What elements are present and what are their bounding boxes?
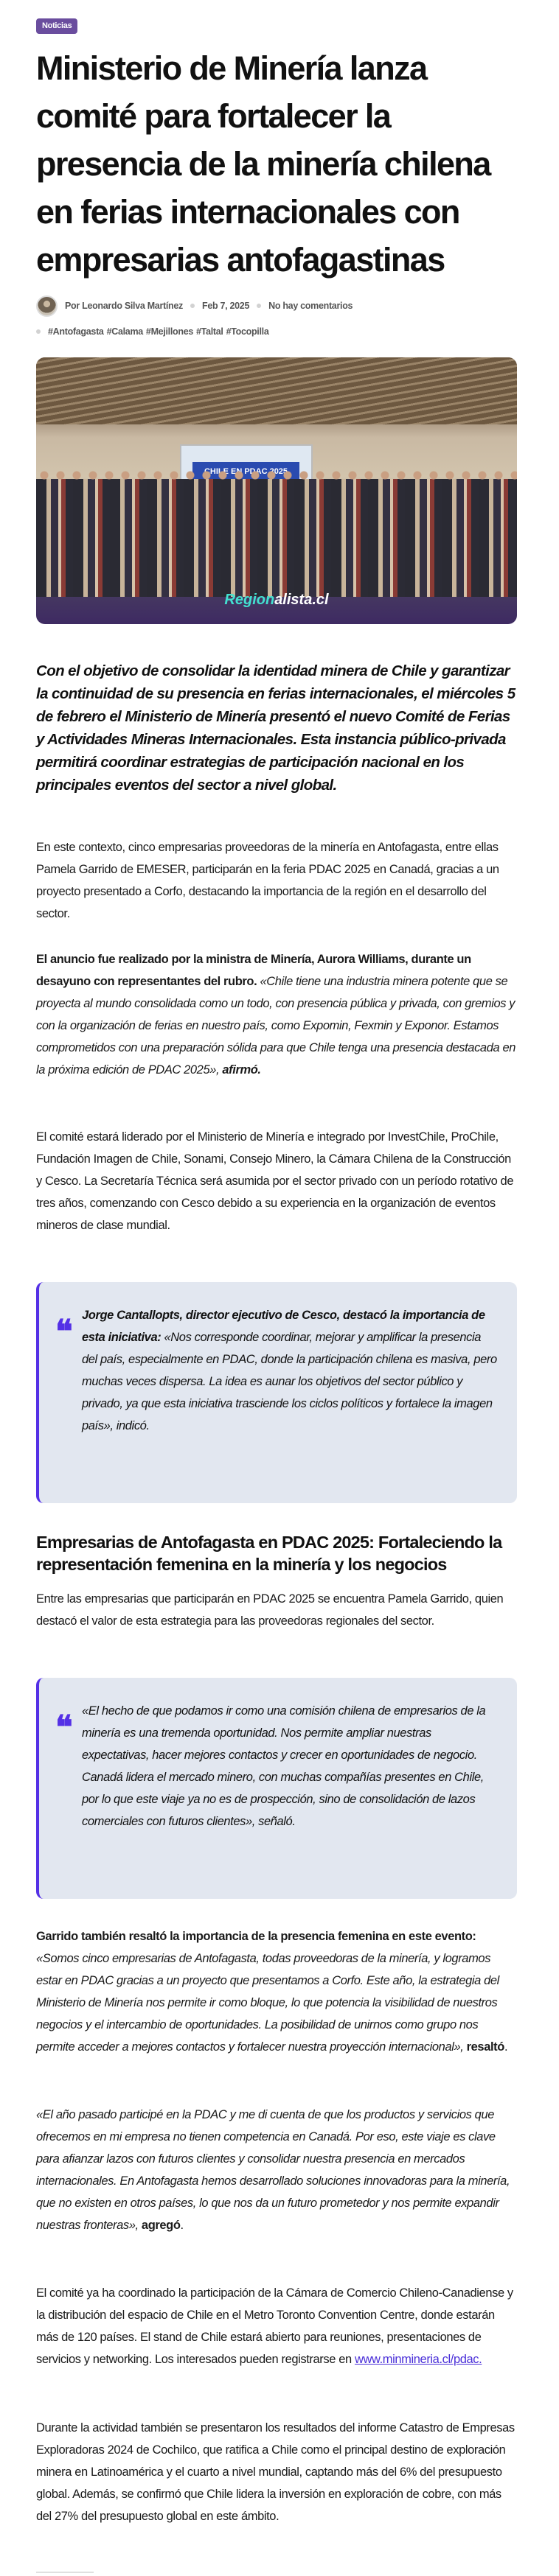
tag-link[interactable]: #Antofagasta: [48, 326, 104, 337]
author-link[interactable]: Por Leonardo Silva Martínez: [65, 301, 183, 311]
quote-icon: ❝: [55, 1709, 73, 1746]
paragraph: Garrido también resaltó la importancia de la presencia femenina en este evento: «Somos cinco empresarias de Antofagasta, todas proveedoras de la minería, y logramos estar en PDAC gracias a un proyecto que presentamos a Corfo. Este año, la estrategia del Ministerio de Minería nos permite ir como bloque, lo que potencia la visibilidad de nuestros negocios y el intercambio de oportunidades. La posibilidad de unirnos como grupo nos permite acceder a mejores contactos y fortalecer nuestra proyección internacional», resaltó.: [36, 1930, 508, 2054]
featured-image: [36, 357, 517, 624]
separator-dot: [36, 329, 41, 334]
article-title: Ministerio de Minería lanza comité para fortalecer la presencia de la minería chilena en ferias internacionales con empresarias antofagastinas: [36, 49, 490, 279]
quote-text: «El hecho de que podamos ir como una comisión chilena de empresarios de la minería es una tremenda oportunidad. Nos permite ampliar nuestras expectativas, hacer mejores contactos y crecer en oportunidades de negocio. Canadá lidera el mercado minero, con muchas compañías presentes en Chile, por lo que este viaje ya no es de prospección, sino de consolidación de lazos comerciales con futuros clientes», señaló.: [82, 1704, 486, 1828]
article-lead: Con el objetivo de consolidar la identidad minera de Chile y garantizar la continuidad de su presencia en ferias internacionales, el miércoles 5 de febrero el Ministerio de Minería presentó el nuevo Comité de Ferias y Actividades Mineras Internacionales. Esta instancia público-privada permitirá coordinar estrategias de participación nacional en los principales eventos del sector a nivel global.: [36, 662, 515, 794]
registration-link[interactable]: www.minmineria.cl/pdac.: [354, 2353, 482, 2366]
tag-link[interactable]: #Tocopilla: [226, 326, 269, 337]
paragraph: En este contexto, cinco empresarias proveedoras de la minería en Antofagasta, entre ellas Pamela Garrido de EMESER, participarán en la feria PDAC 2025 en Canadá, gracias a un proyecto presentado a Corfo, destacando la importancia de la región en el desarrollo del sector.: [36, 841, 499, 920]
quote-text: Jorge Cantallopts, director ejecutivo de Cesco, destacó la importancia de esta iniciativa: «Nos corresponde coordinar, mejorar y amplificar la presencia del país, especialmente en PDAC, donde la participación chilena es masiva, pero muchas veces dispersa. La idea es aunar los objetivos del sector público y privado, ya que esta iniciativa trasciende los ciclos políticos y fortalece la imagen país», indicó.: [82, 1309, 497, 1432]
tag-link[interactable]: #Mejillones: [145, 326, 194, 337]
divider: [36, 2572, 94, 2573]
paragraph: «El año pasado participé en la PDAC y me di cuenta de que los productos y servicios que ofrecemos en mi empresa no tienen competencia en Canadá. Por eso, este viaje es clave para afianzar lazos con futuros clientes y consolidar nuestra presencia en mercados internacionales. En Antofagasta hemos desarrollado soluciones innovadoras para la minería, que no existen en otros países, lo que nos da un futuro prometedor y nos permite expandir nuestras fronteras», agregó.: [36, 2108, 510, 2232]
comments-link[interactable]: No hay comentarios: [268, 301, 353, 311]
quote-icon: ❝: [55, 1313, 73, 1351]
author-avatar[interactable]: [36, 295, 58, 317]
watermark-logo: Regionalista.cl: [224, 592, 329, 608]
blockquote: [36, 1282, 517, 1503]
photo-group: [36, 479, 517, 597]
article-meta: [36, 295, 353, 317]
separator-dot: [190, 304, 195, 308]
tag-list: [36, 326, 271, 337]
photo-ceiling: [36, 357, 517, 424]
separator-dot: [257, 304, 261, 308]
tag-link[interactable]: #Calama: [106, 326, 143, 337]
publish-date: Feb 7, 2025: [202, 301, 250, 311]
paragraph: El comité estará liderado por el Ministerio de Minería e integrado por InvestChile, ProChile, Fundación Imagen de Chile, Sonami, Consejo Minero, la Cámara Chilena de la Construcción y Cesco. La Secretaría Técnica será asumida por el sector privado con un período rotativo de tres años, comenzando con Cesco debido a su experiencia en la organización de eventos mineros de clase mundial.: [36, 1130, 514, 1232]
category-badge[interactable]: Noticias: [36, 18, 77, 34]
blockquote: [36, 1678, 517, 1899]
paragraph: Durante la actividad también se presentaron los resultados del informe Catastro de Empresas Exploradoras 2024 de Cochilco, que ratifica a Chile como el principal destino de exploración minera en Latinoamérica y el cuarto a nivel mundial, captando más del 6% del presupuesto global. Además, se confirmó que Chile lidera la inversión en exploración de cobre, con más del 27% del presupuesto global en este ámbito.: [36, 2421, 515, 2523]
paragraph: Entre las empresarias que participarán en PDAC 2025 se encuentra Pamela Garrido, quien destacó el valor de esta estrategia para las proveedoras regionales del sector.: [36, 1592, 504, 1628]
paragraph: El comité ya ha coordinado la participación de la Cámara de Comercio Chileno-Canadiense y la distribución del espacio de Chile en el Metro Toronto Convention Centre, donde estarán más de 120 países. El stand de Chile estará abierto para reuniones, presentaciones de servicios y networking. Los interesados pueden registrarse en www.minmineria.cl/pdac.: [36, 2286, 513, 2366]
paragraph: El anuncio fue realizado por la ministra de Minería, Aurora Williams, durante un desayuno con representantes del rubro. «Chile tiene una industria minera potente que se proyecta al mundo consolidada como un todo, con presencia pública y privada, con gremios y con la organización de ferias en nuestro país, como Expomin, Fexmin y Exponor. Estamos comprometidos con una preparación sólida para que Chile tenga una presencia destacada en la próxima edición de PDAC 2025», afirmó.: [36, 953, 516, 1077]
section-heading: Empresarias de Antofagasta en PDAC 2025: Fortaleciendo la representación femenina en la minería y los negocios: [36, 1533, 502, 1574]
tag-link[interactable]: #Taltal: [196, 326, 223, 337]
